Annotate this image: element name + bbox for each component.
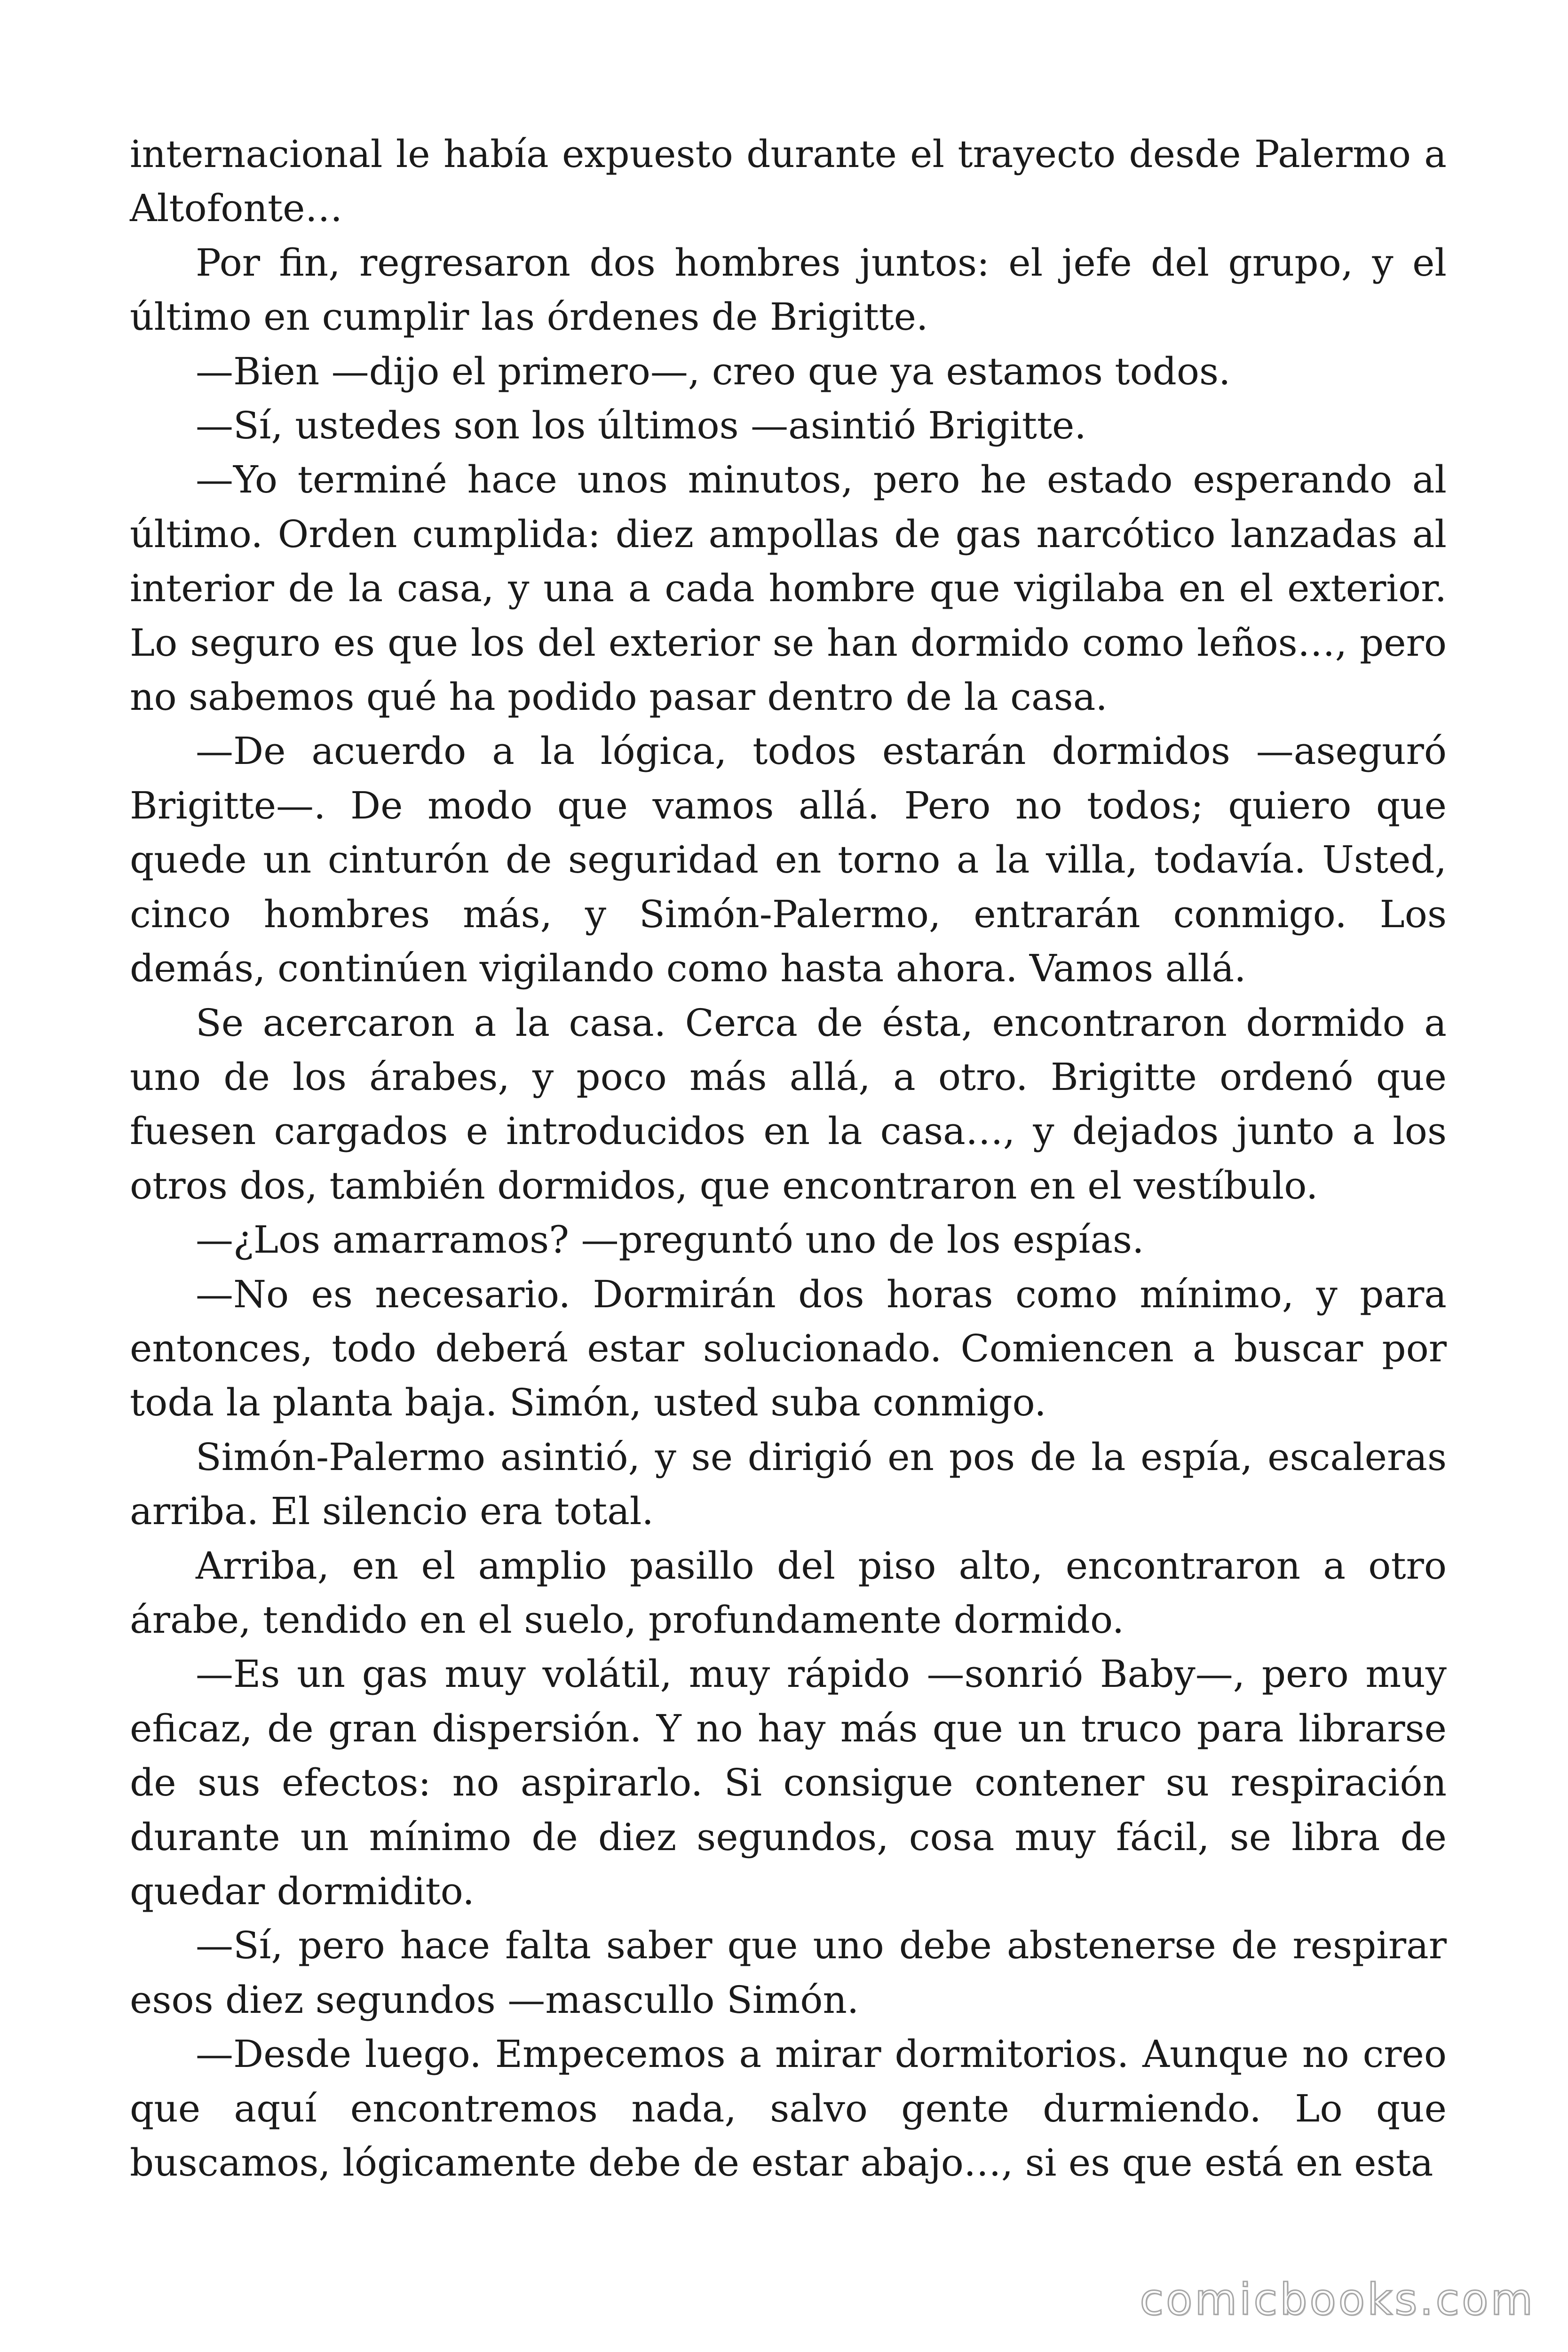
page-body-text (130, 127, 1447, 2190)
paragraph-11: Arriba, en el amplio pasillo del piso alto, encontraron a otro árabe, tendido en el suelo, profundamente dormido. (130, 1543, 1447, 1642)
paragraph-6: —De acuerdo a la lógica, todos estarán dormidos —aseguró Brigitte—. De modo que vamos allá. Pero no todos; quiero que quede un cinturón de seguridad en torno a la villa, todavía. Usted, cinco hombres más, y Simón-Palermo, entrarán conmigo. Los demás, continúen vigilando como hasta ahora. Vamos allá. (130, 729, 1447, 991)
paragraph-1: internacional le había expuesto durante el trayecto desde Palermo a Altofonte… (130, 132, 1447, 230)
paragraph-9: —No es necesario. Dormirán dos horas como mínimo, y para entonces, todo deberá estar solucionado. Comiencen a buscar por toda la planta baja. Simón, usted suba conmigo. (130, 1272, 1447, 1425)
paragraph-4: —Sí, ustedes son los últimos —asintió Brigitte. (196, 404, 1086, 448)
paragraph-5: —Yo terminé hace unos minutos, pero he estado esperando al último. Orden cumplida: diez ampollas de gas narcótico lanzadas al interior de la casa, y una a cada hombre que vigilaba en el exterior. Lo seguro es que los del exterior se han dormido como leños…, pero no sabemos qué ha podido pasar dentro de la casa. (130, 458, 1447, 719)
paragraph-12: —Es un gas muy volátil, muy rápido —sonrió Baby—, pero muy eficaz, de gran dispersión. Y no hay más que un truco para librarse de sus efectos: no aspirarlo. Si consigue contener su respiración durante un mínimo de diez segundos, cosa muy fácil, se libra de quedar dormidito. (130, 1652, 1447, 1913)
watermark-logo: comicbooks.com (1140, 2274, 1535, 2325)
paragraph-13: —Sí, pero hace falta saber que uno debe abstenerse de respirar esos diez segundos —mascullo Simón. (130, 1923, 1447, 2022)
paragraph-14: —Desde luego. Empecemos a mirar dormitorios. Aunque no creo que aquí encontremos nada, salvo gente durmiendo. Lo que buscamos, lógicamente debe de estar abajo…, si es que está en esta (130, 2032, 1447, 2185)
paragraph-2: Por fin, regresaron dos hombres juntos: el jefe del grupo, y el último en cumplir las órdenes de Brigitte. (130, 240, 1447, 339)
paragraph-8: —¿Los amarramos? —preguntó uno de los espías. (196, 1218, 1144, 1262)
paragraph-7: Se acercaron a la casa. Cerca de ésta, encontraron dormido a uno de los árabes, y poco más allá, a otro. Brigitte ordenó que fuesen cargados e introducidos en la casa…, y dejados junto a los otros dos, también dormidos, que encontraron en el vestíbulo. (130, 1001, 1447, 1208)
paragraph-10: Simón-Palermo asintió, y se dirigió en pos de la espía, escaleras arriba. El silencio era total. (130, 1435, 1447, 1534)
paragraph-3: —Bien —dijo el primero—, creo que ya estamos todos. (196, 349, 1231, 393)
